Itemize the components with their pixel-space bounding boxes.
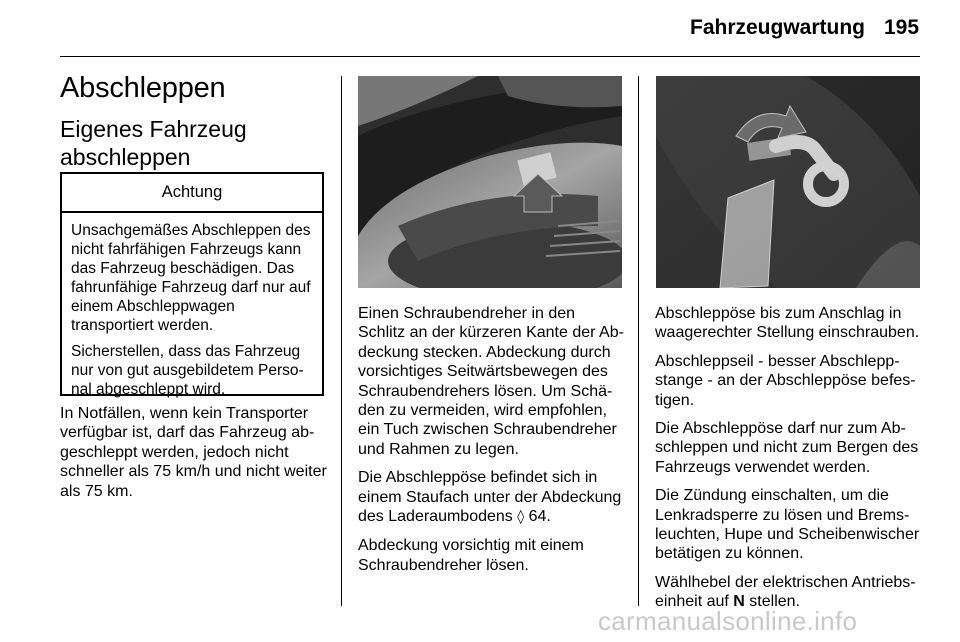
- warning-paragraph: Unsachgemäßes Abschleppen des nicht fahrfähigen Fahrzeugs kann das Fahrzeug beschädigen. Das fahrunfähige Fahrzeug darf nur auf einem Abschleppwagen transportiert werden.: [71, 222, 311, 334]
- header-rule: [60, 56, 920, 57]
- column-1-text: [60, 404, 328, 510]
- page-number: 195: [884, 16, 920, 39]
- watermark: carmanualsonline.info: [598, 606, 858, 636]
- paragraph: In Notfällen, wenn kein Transporter verfügbar ist, darf das Fahrzeug abgeschleppt werden, jedoch nicht schneller als 75 km/h und nicht weiter als 75 km.: [60, 405, 327, 500]
- warning-paragraph: Sicherstellen, dass das Fahrzeug nur von gut ausgebildetem Personal abgeschleppt wird.: [71, 343, 304, 398]
- paragraph-text: stellen.: [744, 593, 800, 611]
- column-divider-right: [638, 76, 639, 606]
- section-title: Abschleppen: [60, 72, 226, 104]
- gear-position-label: N: [733, 593, 745, 611]
- paragraph: Die Abschleppöse darf nur zum Abschleppen und nicht zum Bergen des Fahrzeugs verwendet werden.: [655, 420, 919, 476]
- section-subtitle: Eigenes Fahrzeug abschleppen: [60, 116, 247, 170]
- page-reference[interactable]: 64.: [524, 508, 551, 526]
- warning-body: [62, 213, 322, 399]
- photo-bumper-cover: [358, 76, 622, 288]
- column-2-text: [358, 304, 624, 584]
- paragraph: [358, 468, 624, 527]
- paragraph: Die Zündung einschalten, um die Lenkradsperre zu lösen und Bremsleuchten, Hupe und Scheibenwischer betätigen zu können.: [655, 487, 920, 563]
- paragraph-text: Wählhebel der elektrischen Antriebseinheit auf: [655, 573, 916, 611]
- warning-box: [60, 172, 324, 396]
- photo-towing-eye: [656, 76, 920, 288]
- column-divider-left: [341, 76, 342, 606]
- warning-title: Achtung: [62, 174, 322, 213]
- page-reference-arrow-icon: ◊: [517, 509, 525, 526]
- paragraph: Abschleppseil - besser Abschleppstange - an der Abschleppöse befestigen.: [655, 352, 916, 409]
- paragraph-text: Die Abschleppöse befindet sich in einem Staufach unter der Abdeckung des Laderaumbodens: [358, 469, 622, 526]
- paragraph: Einen Schraubendreher in den Schlitz an der kürzeren Kante der Abdeckung stecken. Abdeckung durch vorsichtiges Seitwärtsbewegen des Schraubendrehers lösen. Um Schäden zu vermeiden, wird empfohlen, ein Tuch zwischen Schraubendreher und Rahmen zu legen.: [358, 305, 624, 458]
- paragraph: Abdeckung vorsichtig mit einem Schraubendreher lösen.: [358, 537, 584, 574]
- paragraph: Abschleppöse bis zum Anschlag in waagerechter Stellung einschrauben.: [655, 305, 920, 342]
- header-title: Fahrzeugwartung: [690, 16, 866, 39]
- column-3-text: [655, 304, 923, 621]
